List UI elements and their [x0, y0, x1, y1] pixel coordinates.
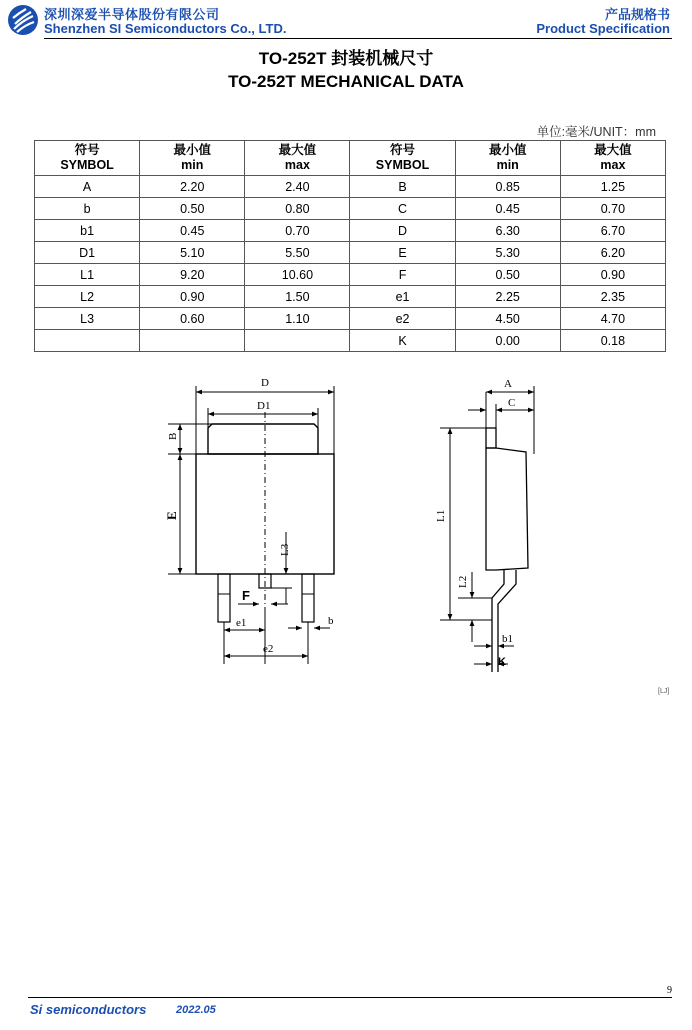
table-cell: A	[35, 176, 140, 198]
table-cell: 4.70	[560, 308, 665, 330]
label-B: B	[167, 432, 179, 440]
table-cell: 0.50	[140, 198, 245, 220]
header-cell: 最大值 max	[560, 141, 665, 176]
table-cell: 2.35	[560, 286, 665, 308]
dimension-table	[34, 140, 666, 352]
table-cell: C	[350, 198, 455, 220]
label-E: E	[164, 511, 179, 520]
table-cell: b1	[35, 220, 140, 242]
table-cell: 6.70	[560, 220, 665, 242]
label-A: A	[504, 378, 512, 390]
header-cell: 最小值 min	[140, 141, 245, 176]
table-cell: L1	[35, 264, 140, 286]
footer-date: 2022.05	[176, 1004, 216, 1016]
table-row	[35, 330, 666, 352]
table-row	[35, 198, 666, 220]
table-row	[35, 220, 666, 242]
table-cell: b	[35, 198, 140, 220]
company-logo	[7, 4, 39, 36]
table-cell: D	[350, 220, 455, 242]
table-cell: 0.90	[140, 286, 245, 308]
table-cell: F	[350, 264, 455, 286]
table-cell: 0.60	[140, 308, 245, 330]
table-row	[35, 286, 666, 308]
table-cell: 5.50	[245, 242, 350, 264]
table-cell: 2.25	[455, 286, 560, 308]
table-cell	[140, 330, 245, 352]
page-title-en: TO-252T MECHANICAL DATA	[228, 72, 464, 91]
unit-note: 单位:毫米/UNIT：mm	[536, 125, 656, 139]
table-cell: 1.25	[560, 176, 665, 198]
table-cell: 0.70	[245, 220, 350, 242]
table-cell: 1.10	[245, 308, 350, 330]
table-cell: 6.20	[560, 242, 665, 264]
table-cell: 0.45	[140, 220, 245, 242]
footer-company: Si semiconductors	[30, 1002, 147, 1017]
page-title-cn: TO-252T 封装机械尺寸	[258, 49, 434, 68]
table-row	[35, 176, 666, 198]
package-outline-drawing	[158, 372, 538, 682]
page-number: 9	[667, 985, 672, 996]
corner-mark: [LJ]	[658, 688, 670, 695]
table-cell: 0.80	[245, 198, 350, 220]
table-cell: 0.70	[560, 198, 665, 220]
table-cell	[35, 330, 140, 352]
table-cell: K	[350, 330, 455, 352]
table-row	[35, 242, 666, 264]
label-L3: L3	[279, 543, 291, 556]
table-cell: 0.90	[560, 264, 665, 286]
table-cell: 1.50	[245, 286, 350, 308]
footer-divider	[28, 997, 672, 998]
table-cell: 0.85	[455, 176, 560, 198]
label-D1: D1	[257, 400, 271, 412]
table-cell: 2.20	[140, 176, 245, 198]
doc-type-en: Product Specification	[536, 21, 670, 36]
label-b: b	[328, 615, 334, 627]
label-b1: b1	[502, 633, 513, 645]
label-F: F	[242, 588, 250, 603]
table-cell: 4.50	[455, 308, 560, 330]
table-cell	[245, 330, 350, 352]
table-cell: 0.45	[455, 198, 560, 220]
company-name-cn: 深圳深爱半导体股份有限公司	[44, 7, 220, 22]
label-D: D	[261, 377, 269, 389]
table-cell: E	[350, 242, 455, 264]
label-L2: L2	[457, 575, 469, 588]
header-cell: 符号 SYMBOL	[350, 141, 455, 176]
table-cell: 0.50	[455, 264, 560, 286]
label-K: K	[498, 656, 506, 668]
header-cell: 符号 SYMBOL	[35, 141, 140, 176]
company-name-en: Shenzhen SI Semiconductors Co., LTD.	[44, 21, 287, 36]
table-row	[35, 264, 666, 286]
label-e1: e1	[236, 617, 247, 629]
table-cell: B	[350, 176, 455, 198]
table-cell: 0.00	[455, 330, 560, 352]
table-cell: L2	[35, 286, 140, 308]
header-cell: 最小值 min	[455, 141, 560, 176]
label-e2: e2	[263, 643, 274, 655]
table-row	[35, 308, 666, 330]
table-cell: 5.10	[140, 242, 245, 264]
header-cell: 最大值 max	[245, 141, 350, 176]
doc-type-cn: 产品规格书	[604, 7, 670, 22]
table-header-row	[35, 141, 666, 176]
label-L1: L1	[435, 509, 447, 522]
table-cell: 9.20	[140, 264, 245, 286]
table-cell: 2.40	[245, 176, 350, 198]
label-C: C	[508, 397, 516, 409]
table-cell: D1	[35, 242, 140, 264]
header-divider	[44, 38, 672, 39]
table-cell: e2	[350, 308, 455, 330]
table-cell: e1	[350, 286, 455, 308]
table-cell: 0.18	[560, 330, 665, 352]
table-cell: L3	[35, 308, 140, 330]
table-cell: 5.30	[455, 242, 560, 264]
table-cell: 6.30	[455, 220, 560, 242]
table-cell: 10.60	[245, 264, 350, 286]
